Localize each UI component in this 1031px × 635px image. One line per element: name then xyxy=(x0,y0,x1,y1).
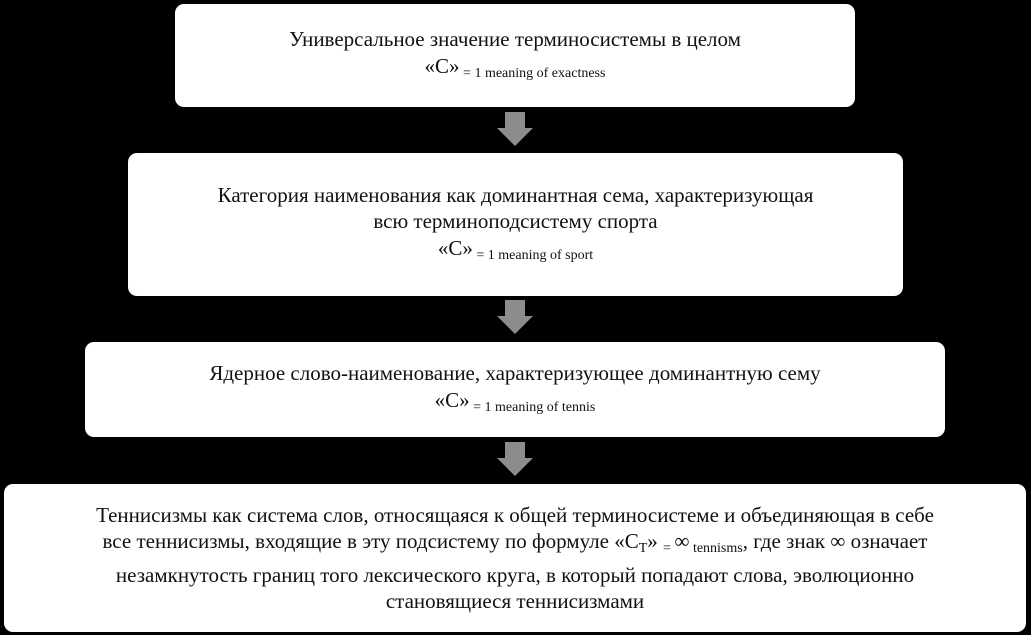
box-2-text-line-2: всю терминоподсистему спорта xyxy=(373,208,658,233)
box-4-line-2-eq: = xyxy=(663,541,675,556)
box-universal-meaning xyxy=(175,4,855,107)
box-4-line-4: становящиеся теннисизмами xyxy=(385,589,645,613)
box-4-line-2-sub-t: Т xyxy=(638,541,648,556)
box-core-word xyxy=(85,342,945,437)
box-3-formula-rest: = 1 meaning of tennis xyxy=(469,399,596,415)
box-2-formula-rest: = 1 meaning of sport xyxy=(472,247,594,263)
down-arrow-icon xyxy=(497,300,533,336)
box-3-formula xyxy=(435,388,596,420)
box-1-text: Универсальное значение терминосистемы в целом xyxy=(289,26,741,51)
box-4-line-1: Теннисизмы как система слов, относящаяся к общей терминосистеме и объединяющая в себе xyxy=(96,503,934,527)
box-3-text: Ядерное слово-наименование, характеризующее доминантную сему xyxy=(209,360,821,385)
box-4-line-3: незамкнутость границ того лексического круга, в который попадают слова, эволюционно xyxy=(115,563,915,587)
box-2-formula xyxy=(438,236,593,268)
box-4-line-2-part-b: » xyxy=(647,529,664,553)
box-1-formula xyxy=(425,54,606,86)
down-arrow-icon xyxy=(497,112,533,148)
box-1-formula-quote: «С» xyxy=(424,53,460,78)
box-tennisms-system xyxy=(4,484,1026,632)
box-naming-category xyxy=(128,153,903,296)
down-arrow-icon xyxy=(497,442,533,478)
box-2-text-line-1: Категория наименования как доминантная сема, характеризующая xyxy=(217,182,814,207)
box-4-line-2-part-c: , где знак ∞ означает xyxy=(742,529,928,553)
box-4-line-2-sub: tennisms xyxy=(689,541,743,556)
box-4-line-2-part-a: все теннисизмы, входящие в эту подсистему по формуле «С xyxy=(102,529,639,553)
box-3-formula-quote: «С» xyxy=(434,387,470,412)
infinity-symbol: ∞ xyxy=(674,529,690,553)
box-4-line-2 xyxy=(103,528,928,562)
box-2-formula-quote: «С» xyxy=(437,235,473,260)
box-1-formula-rest: = 1 meaning of exactness xyxy=(459,65,606,81)
